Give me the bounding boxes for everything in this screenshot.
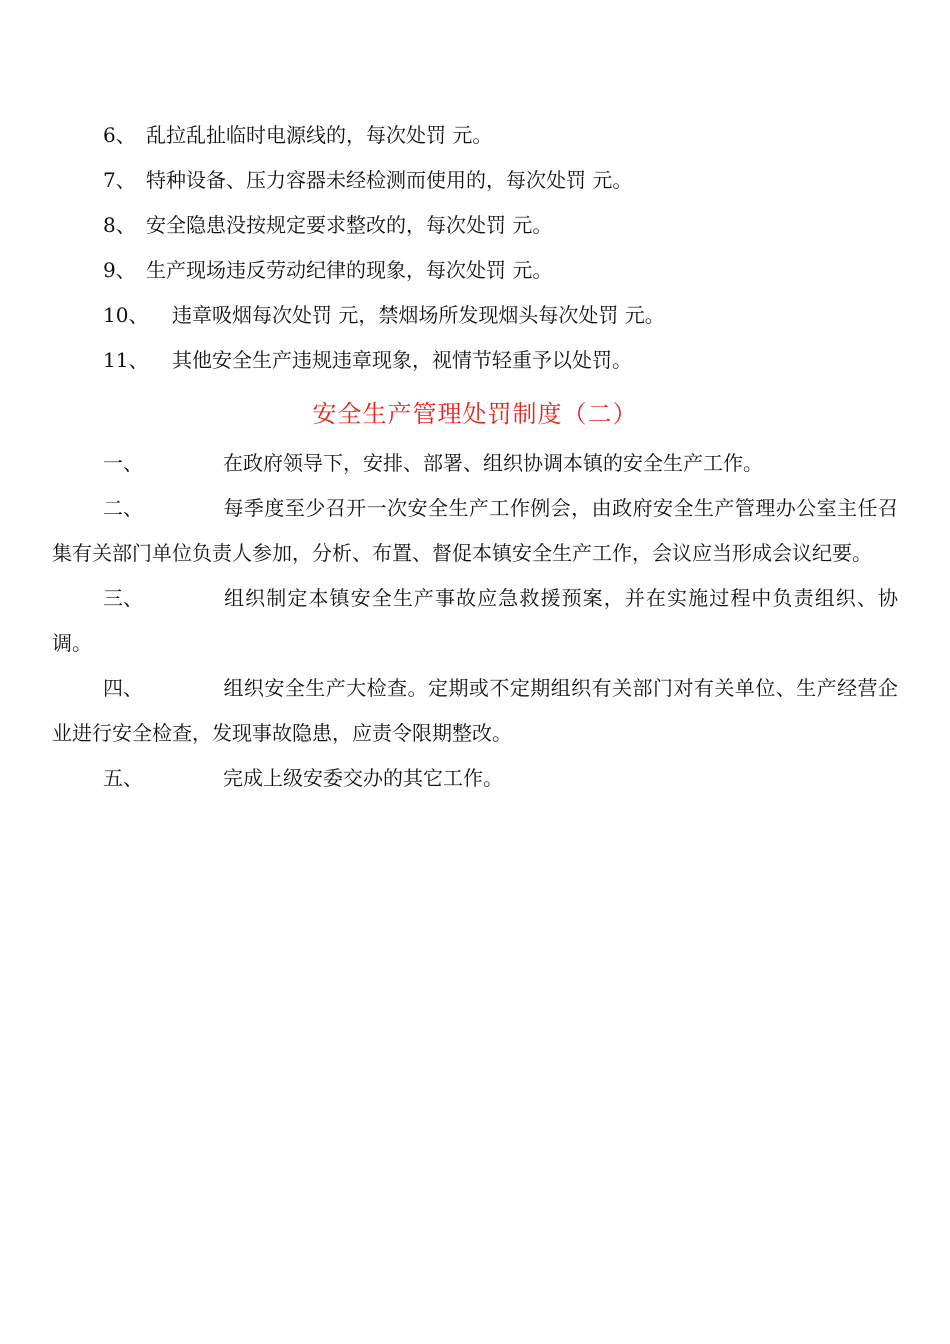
list-item [0, 248, 950, 293]
item-number: 6、 [103, 123, 136, 147]
clause-text: 组织制定本镇安全生产事故应急救援预案，并在实施过程中负责组织、协调。 [52, 586, 898, 655]
list-item [0, 158, 950, 203]
list-item [0, 113, 950, 158]
clause-number: 三、 [103, 586, 143, 610]
item-number: 11、 [103, 348, 149, 372]
clause-number: 二、 [103, 496, 143, 520]
list-item [0, 203, 950, 248]
penalty-list [0, 113, 950, 383]
list-item [0, 338, 950, 383]
clause-number: 一、 [103, 451, 143, 475]
clause-text: 在政府领导下，安排、部署、组织协调本镇的安全生产工作。 [223, 451, 763, 475]
clause-paragraph [52, 756, 898, 801]
clause-number: 五、 [103, 766, 143, 790]
item-text: 其他安全生产违规违章现象，视情节轻重予以处罚。 [172, 348, 632, 372]
clause-paragraph [52, 486, 898, 576]
clause-text: 每季度至少召开一次安全生产工作例会，由政府安全生产管理办公室主任召集有关部门单位负责人参加，分析、布置、督促本镇安全生产工作，会议应当形成会议纪要。 [52, 496, 898, 565]
item-text: 安全隐患没按规定要求整改的，每次处罚 元。 [146, 213, 553, 237]
list-item [0, 293, 950, 338]
item-number: 7、 [103, 168, 136, 192]
clause-text: 组织安全生产大检查。定期或不定期组织有关部门对有关单位、生产经营企业进行安全检查，发现事故隐患，应责令限期整改。 [52, 676, 898, 745]
clause-paragraph [52, 576, 898, 666]
item-number: 8、 [103, 213, 136, 237]
clause-text: 完成上级安委交办的其它工作。 [223, 766, 503, 790]
item-number: 9、 [103, 258, 136, 282]
item-text: 特种设备、压力容器未经检测而使用的，每次处罚 元。 [146, 168, 633, 192]
section-title: 安全生产管理处罚制度（二） [312, 400, 638, 428]
item-text: 生产现场违反劳动纪律的现象，每次处罚 元。 [146, 258, 553, 282]
clause-paragraph [52, 441, 898, 486]
item-number: 10、 [103, 303, 149, 327]
item-text: 乱拉乱扯临时电源线的，每次处罚 元。 [146, 123, 493, 147]
clause-list [52, 441, 898, 801]
clause-paragraph [52, 666, 898, 756]
clause-number: 四、 [103, 676, 143, 700]
item-text: 违章吸烟每次处罚 元，禁烟场所发现烟头每次处罚 元。 [172, 303, 665, 327]
